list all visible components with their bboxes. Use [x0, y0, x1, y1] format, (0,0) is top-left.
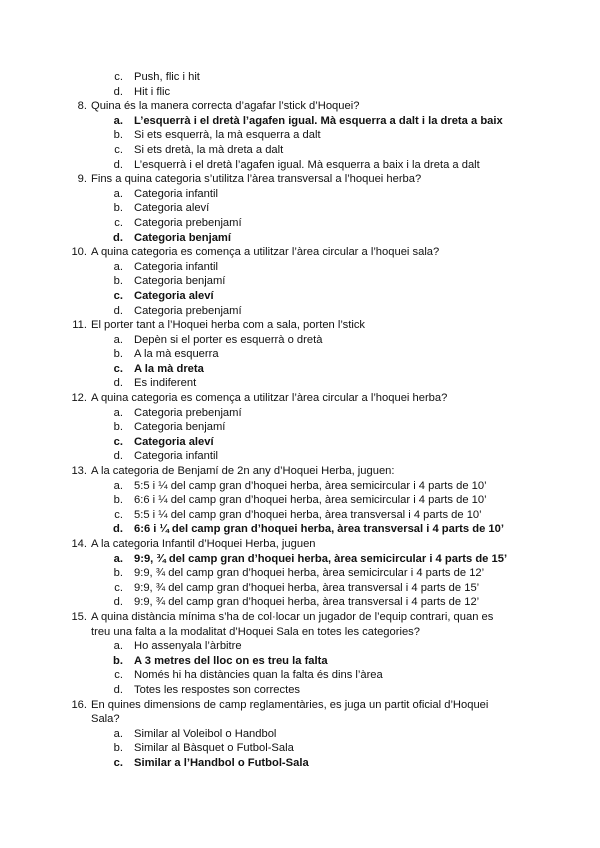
option-letter: b.: [113, 348, 123, 361]
answer-option: [0, 493, 600, 508]
option-text: Categoria aleví: [134, 435, 214, 448]
answer-options: [0, 406, 600, 464]
option-letter: a.: [113, 727, 123, 740]
question-number: 11.: [72, 319, 87, 332]
answer-option: [0, 566, 600, 581]
question: [0, 318, 600, 391]
option-text: Categoria prebenjamí: [134, 304, 242, 317]
option-letter: c.: [114, 508, 123, 521]
option-letter: d.: [113, 85, 123, 98]
question-line: [0, 537, 600, 552]
option-text: 9:9, ¾ del camp gran d’hoquei herba, àrea transversal i 4 parts de 12’: [134, 596, 480, 609]
option-letter: d.: [113, 377, 123, 390]
question-number: 10.: [71, 246, 87, 259]
option-letter: d.: [113, 523, 123, 536]
option-text: A la mà dreta: [134, 362, 204, 375]
option-letter: a.: [113, 187, 123, 200]
question-text: El porter tant a l’Hoquei herba com a sala, porten l’stick: [91, 319, 366, 332]
question: [0, 464, 600, 537]
option-letter: b.: [113, 567, 123, 580]
option-text: 6:6 i ¼ del camp gran d’hoquei herba, àrea semicircular i 4 parts de 10’: [134, 494, 487, 507]
option-text: Categoria infantil: [134, 450, 218, 463]
question-number: 9.: [77, 173, 87, 186]
option-letter: a.: [113, 640, 123, 653]
answer-option: [0, 668, 600, 683]
answer-options: [0, 260, 600, 318]
answer-option: [0, 727, 600, 742]
question-number: 12.: [71, 392, 87, 405]
option-letter: c.: [114, 669, 123, 682]
option-text: A 3 metres del lloc on es treu la falta: [134, 654, 328, 667]
answer-option-correct: [0, 522, 600, 537]
option-letter: d.: [113, 450, 123, 463]
option-letter: b.: [113, 275, 123, 288]
answer-option: [0, 376, 600, 391]
answer-option-correct: [0, 756, 600, 771]
question-number: 15.: [71, 610, 87, 623]
option-text: Totes les respostes son correctes: [134, 683, 301, 696]
option-letter: d.: [113, 304, 123, 317]
option-text: Si ets esquerrà, la mà esquerra a dalt: [134, 129, 321, 142]
answer-option-correct: [0, 552, 600, 567]
option-letter: c.: [113, 435, 123, 448]
option-letter: d.: [113, 683, 123, 696]
question-line: [0, 245, 600, 260]
answer-option-correct: [0, 654, 600, 669]
question-text: En quines dimensions de camp reglamentàries, es juga un partit oficial d’Hoquei Sala?: [91, 698, 489, 726]
question-text: A quina distància mínima s’ha de col·locar un jugador de l’equip contrari, quan es treu una falta a la modalitat d’Hoquei Sala en totes les categories?: [91, 610, 494, 638]
answer-option: [0, 508, 600, 523]
option-letter: c.: [113, 756, 123, 769]
answer-option-correct: [0, 362, 600, 377]
answer-options: [0, 333, 600, 391]
option-text: Similar a l’Handbol o Futbol-Sala: [134, 756, 309, 769]
answer-option: [0, 595, 600, 610]
question: [0, 610, 600, 698]
option-text: Categoria aleví: [134, 289, 214, 302]
option-text: L’esquerrà i el dretà l’agafen igual. Mà esquerra a dalt i la dreta a baix: [134, 114, 503, 127]
answer-option: [0, 639, 600, 654]
option-letter: c.: [113, 362, 123, 375]
question-text: A la categoria de Benjamí de 2n any d’Hoquei Herba, juguen:: [91, 465, 395, 478]
answer-option: [0, 741, 600, 756]
option-text: Categoria benjamí: [134, 231, 231, 244]
question: [0, 391, 600, 464]
option-text: Només hi ha distàncies quan la falta és dins l’àrea: [134, 669, 383, 682]
answer-option: [0, 304, 600, 319]
option-letter: d.: [113, 596, 123, 609]
option-text: Es indiferent: [134, 377, 197, 390]
answer-option: [0, 449, 600, 464]
option-letter: a.: [113, 552, 123, 565]
option-text: Similar al Voleibol o Handbol: [134, 727, 277, 740]
option-letter: b.: [113, 742, 123, 755]
answer-option: [0, 683, 600, 698]
answer-option: [0, 260, 600, 275]
option-text: Categoria prebenjamí: [134, 216, 242, 229]
answer-option: [0, 581, 600, 596]
option-letter: a.: [113, 260, 123, 273]
option-text: A la mà esquerra: [134, 348, 219, 361]
option-letter: c.: [114, 143, 123, 156]
answer-option: [0, 406, 600, 421]
answer-option: [0, 85, 600, 100]
continued-options: [0, 70, 600, 99]
question: [0, 172, 600, 245]
option-text: Categoria prebenjamí: [134, 406, 242, 419]
answer-options: [0, 479, 600, 537]
option-letter: a.: [113, 114, 123, 127]
option-letter: b.: [113, 202, 123, 215]
answer-options: [0, 552, 600, 610]
answer-option: [0, 187, 600, 202]
question: [0, 245, 600, 318]
question-number: 16.: [71, 698, 87, 711]
answer-option-correct: [0, 289, 600, 304]
option-text: Si ets dretà, la mà dreta a dalt: [134, 143, 284, 156]
question-text: A la categoria Infantil d’Hoquei Herba, juguen: [91, 538, 316, 550]
option-letter: b.: [113, 654, 123, 667]
option-text: Depèn si el porter es esquerrà o dretà: [134, 333, 323, 346]
question-line: [0, 464, 600, 479]
answer-option: [0, 143, 600, 158]
option-text: 9:9, ¾ del camp gran d’hoquei herba, àrea transversal i 4 parts de 15’: [134, 581, 480, 594]
option-letter: b.: [113, 494, 123, 507]
option-text: Categoria infantil: [134, 187, 218, 200]
answer-options: [0, 727, 600, 771]
option-letter: c.: [113, 289, 123, 302]
question: [0, 99, 600, 172]
question-line: [0, 610, 600, 639]
option-text: Categoria benjamí: [134, 275, 226, 288]
option-text: Similar al Bàsquet o Futbol-Sala: [134, 742, 294, 755]
option-text: Categoria infantil: [134, 260, 218, 273]
option-text: 9:9, ¾ del camp gran d’hoquei herba, àrea semicircular i 4 parts de 15’: [134, 552, 508, 565]
answer-option: [0, 70, 600, 85]
option-text: Categoria benjamí: [134, 421, 226, 434]
answer-option-correct: [0, 435, 600, 450]
question-line: [0, 391, 600, 406]
option-text: 6:6 i ¼ del camp gran d’hoquei herba, àrea transversal i 4 parts de 10’: [134, 523, 504, 536]
answer-options: [0, 114, 600, 172]
answer-option: [0, 158, 600, 173]
option-letter: b.: [113, 421, 123, 434]
question-text: Fins a quina categoria s’utilitza l’àrea transversal a l’hoquei herba?: [91, 173, 422, 186]
question-line: [0, 172, 600, 187]
answer-option: [0, 479, 600, 494]
quiz-content: [0, 70, 600, 771]
question-line: [0, 698, 600, 727]
option-letter: c.: [114, 71, 123, 83]
answer-options: [0, 639, 600, 697]
question-text: A quina categoria es comença a utilitzar l’àrea circular a l’hoquei sala?: [91, 246, 440, 259]
question-text: A quina categoria es comença a utilitzar l’àrea circular a l’hoquei herba?: [91, 392, 448, 405]
answer-option: [0, 201, 600, 216]
answer-option: [0, 128, 600, 143]
answer-option: [0, 333, 600, 348]
option-text: Push, flic i hit: [134, 71, 200, 83]
option-letter: a.: [113, 406, 123, 419]
option-text: Ho assenyala l’àrbitre: [134, 640, 242, 653]
option-text: 5:5 i ¼ del camp gran d’hoquei herba, àrea semicircular i 4 parts de 10’: [134, 479, 487, 492]
answer-option: [0, 420, 600, 435]
question-line: [0, 318, 600, 333]
option-letter: c.: [114, 216, 123, 229]
option-letter: c.: [114, 581, 123, 594]
question-list: [0, 99, 600, 770]
question-line: [0, 99, 600, 114]
answer-option-correct: [0, 114, 600, 129]
answer-option: [0, 216, 600, 231]
question-number: 14.: [71, 538, 87, 550]
question-text: Quina és la manera correcta d’agafar l’stick d’Hoquei?: [91, 100, 360, 113]
option-letter: b.: [113, 129, 123, 142]
option-text: 9:9, ¾ del camp gran d’hoquei herba, àrea semicircular i 4 parts de 12’: [134, 567, 485, 580]
question: [0, 698, 600, 771]
option-letter: a.: [113, 479, 123, 492]
answer-option: [0, 347, 600, 362]
option-text: Hit i flic: [134, 85, 171, 98]
question-number: 13.: [71, 465, 87, 478]
question: [0, 537, 600, 610]
answer-options: [0, 187, 600, 245]
question-number: 8.: [77, 100, 87, 113]
option-letter: d.: [113, 231, 123, 244]
answer-option: [0, 274, 600, 289]
option-letter: a.: [113, 333, 123, 346]
answer-option-correct: [0, 231, 600, 246]
option-letter: d.: [113, 158, 123, 171]
option-text: Categoria aleví: [134, 202, 210, 215]
option-text: 5:5 i ¼ del camp gran d’hoquei herba, àrea transversal i 4 parts de 10’: [134, 508, 482, 521]
option-text: L’esquerrà i el dretà l’agafen igual. Mà esquerra a baix i la dreta a dalt: [134, 158, 480, 171]
